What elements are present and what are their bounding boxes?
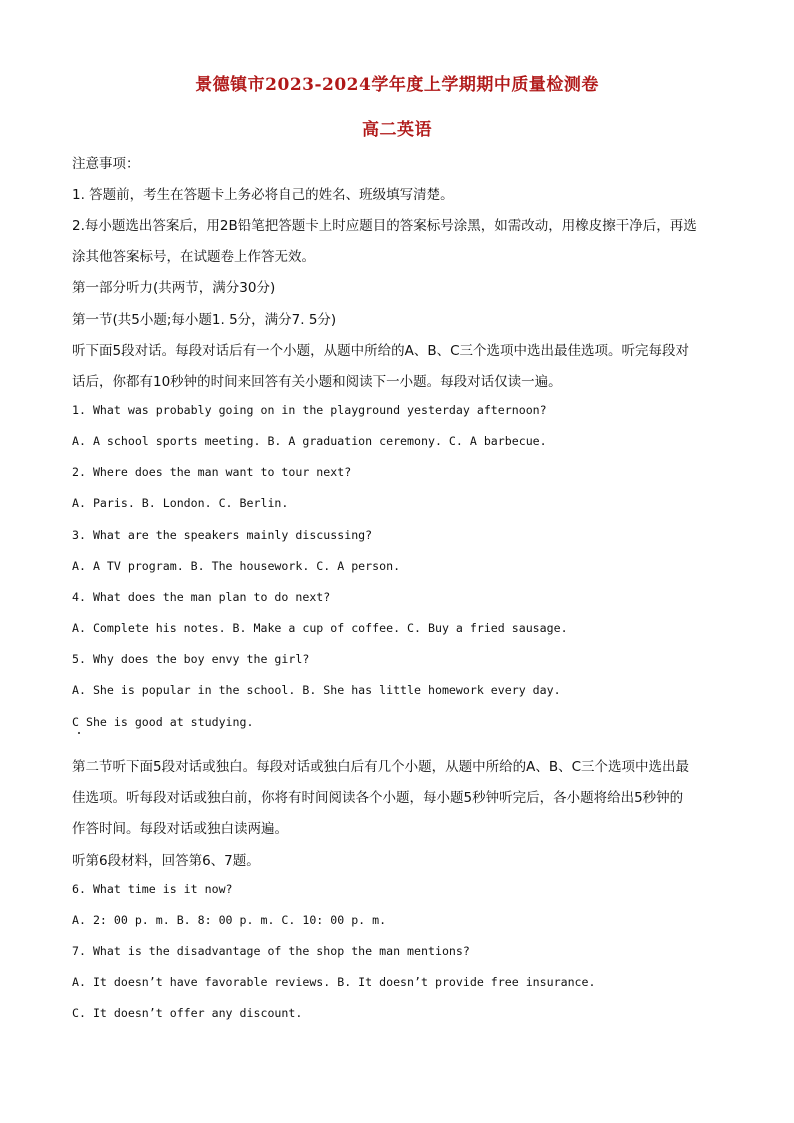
question-6-options: A. 2: 00 p. m. B. 8: 00 p. m. C. 10: 00 p. m. [72, 913, 387, 927]
question-1: 1. What was probably going on in the playground yesterday afternoon? [72, 403, 547, 417]
section1-instruction-line-2: 话后，你都有10秒钟的时间来回答有关小题和阅读下一小题。每段对话仅读一遍。 [72, 374, 562, 390]
section1-instruction-line-1: 听下面5段对话。每段对话后有一个小题，从题中所给的A、B、C三个选项中选出最佳选项。听完每段对 [72, 343, 690, 359]
question-7-options-ab: A. It doesn’t have favorable reviews. B. It doesn’t provide free insurance. [72, 975, 596, 989]
question-5-option-c: C She is good at studying. [72, 715, 254, 729]
notes-heading: 注意事项： [72, 156, 140, 172]
section2-instruction-line-1: 第二节听下面5段对话或独白。每段对话或独白后有几个小题，从题中所给的A、B、C三个选项中选出最 [72, 759, 690, 775]
part1-heading: 第一部分听力(共两节，满分30分) [72, 280, 276, 296]
notes-item-2-line-2: 涂其他答案标号，在试题卷上作答无效。 [72, 249, 315, 265]
exam-subtitle: 高二英语 [362, 120, 432, 140]
question-2: 2. Where does the man want to tour next? [72, 465, 352, 479]
material-6-intro: 听第6段材料，回答第6、7题。 [72, 853, 260, 869]
question-5: 5. Why does the boy envy the girl? [72, 652, 310, 666]
notes-item-2-line-1: 2.每小题选出答案后，用2B铅笔把答题卡上时应题目的答案标号涂黑，如需改动，用橡皮擦干净后，再选 [72, 218, 697, 234]
question-3: 3. What are the speakers mainly discussing? [72, 528, 373, 542]
question-2-options: A. Paris. B. London. C. Berlin. [72, 496, 289, 510]
question-1-options: A. A school sports meeting. B. A graduation ceremony. C. A barbecue. [72, 434, 547, 448]
section2-instruction-line-2: 佳选项。听每段对话或独白前，你将有时间阅读各个小题，每小题5秒钟听完后，各小题将给出5秒钟的 [72, 790, 684, 806]
notes-item-1: 1. 答题前，考生在答题卡上务必将自己的姓名、班级填写清楚。 [72, 187, 454, 203]
question-4: 4. What does the man plan to do next? [72, 590, 331, 604]
question-6: 6. What time is it now? [72, 882, 233, 896]
question-3-options: A. A TV program. B. The housework. C. A person. [72, 559, 401, 573]
question-7: 7. What is the disadvantage of the shop the man mentions? [72, 944, 470, 958]
question-4-options: A. Complete his notes. B. Make a cup of coffee. C. Buy a fried sausage. [72, 621, 568, 635]
exam-title: 景德镇市2023-2024学年度上学期期中质量检测卷 [195, 75, 599, 95]
section2-instruction-line-3: 作答时间。每段对话或独白读两遍。 [72, 821, 288, 837]
question-7-option-c: C. It doesn’t offer any discount. [72, 1006, 303, 1020]
section1-heading: 第一节(共5小题;每小题1. 5分，满分7. 5分) [72, 312, 337, 328]
question-5-options-ab: A. She is popular in the school. B. She has little homework every day. [72, 683, 561, 697]
stray-dot [78, 732, 80, 734]
